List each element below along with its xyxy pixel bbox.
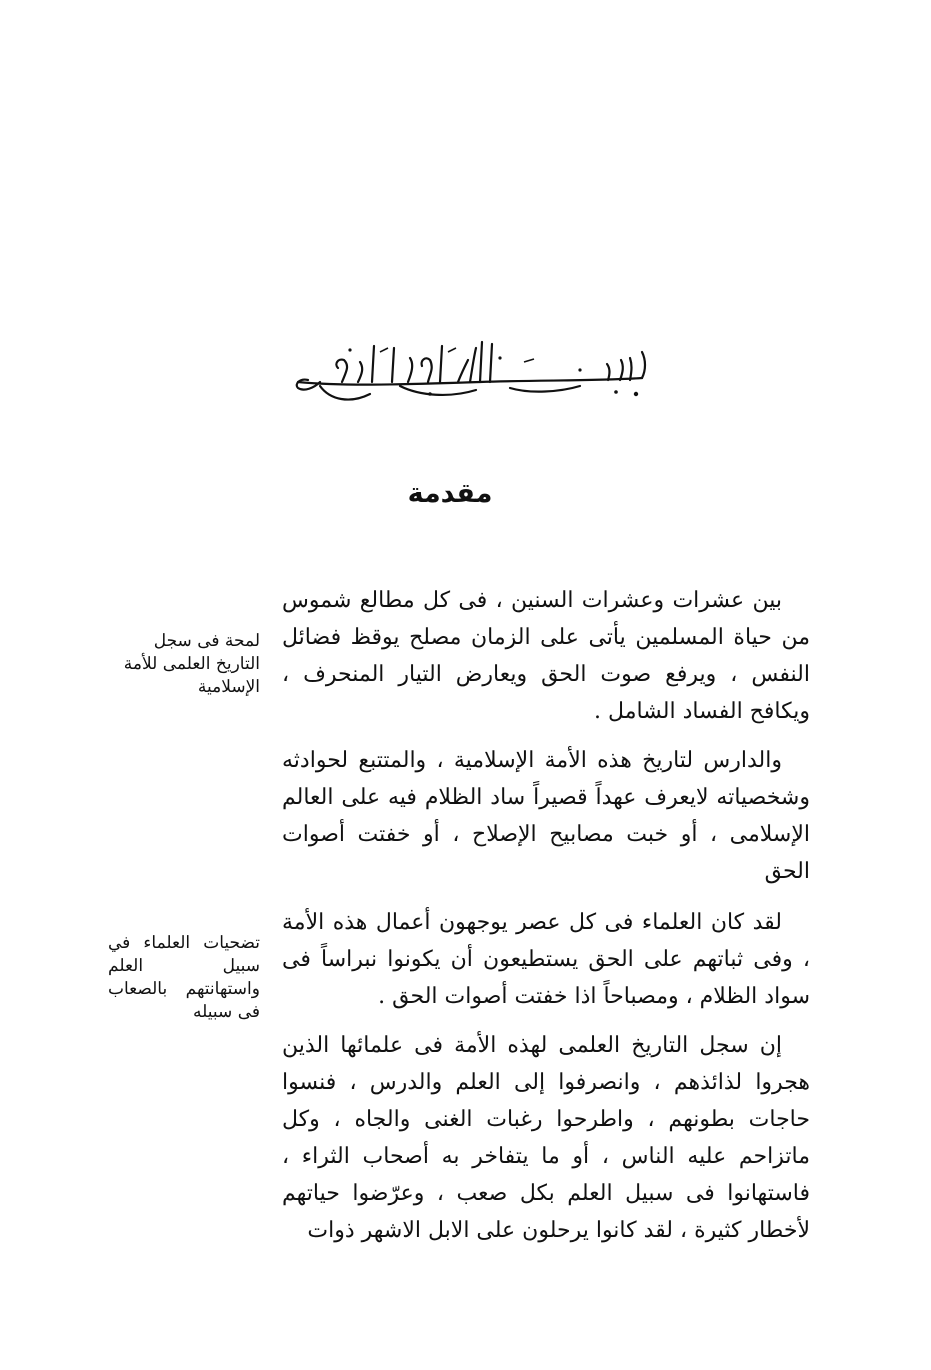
paragraph-2: والدارس لتاريخ هذه الأمة الإسلامية ، والمتتبع لحوادثه وشخصياته لايعرف عهداً قصيراً ساد الظلام فيه على العالم الإسلامى ، أو خبت مصابيح الإصلاح ، أو خفتت أصوات الحق xyxy=(282,748,810,884)
basmala-calligraphy-icon xyxy=(280,330,660,410)
paragraph-3: لقد كان العلماء فى كل عصر يوجهون أعمال هذه الأمة ، وفى ثباتهم على الحق يستطيعون أن يكونوا نبراساً فى سواد الظلام ، ومصباحاً اذا خفتت أصوات الحق . xyxy=(282,910,810,1009)
margin-note-2: تضحيات العلماء في سبيل العلم واستهانتهم بالصعاب فى سبيله xyxy=(108,933,260,1022)
page-title: مقدمة xyxy=(407,478,493,509)
paragraph-1: بين عشرات وعشرات السنين ، فى كل مطالع شموس من حياة المسلمين يأتى على الزمان مصلح يوقظ فضائل النفس ، ويرفع صوت الحق ويعارض التيار المنحرف ، ويكافح الفساد الشامل . xyxy=(282,588,810,724)
paragraph-4: إن سجل التاريخ العلمى لهذه الأمة فى علمائها الذين هجروا لذائذهم ، وانصرفوا إلى العلم والدرس ، فنسوا حاجات بطونهم ، واطرحوا رغبات الغنى والجاه ، وكل ماتزاحم عليه الناس ، أو ما يتفاخر به أصحاب الثراء ، فاستهانوا فى سبيل العلم بكل صعب ، وعرّضوا حياتهم لأخطار كثيرة ، لقد كانوا يرحلون على الابل الاشهر ذوات xyxy=(282,1033,810,1243)
margin-note-1: لمحة فى سجل التاريخ العلمى للأمة الإسلامية xyxy=(123,631,260,697)
basmala-calligraphy xyxy=(280,330,660,410)
body-text xyxy=(282,582,810,1259)
